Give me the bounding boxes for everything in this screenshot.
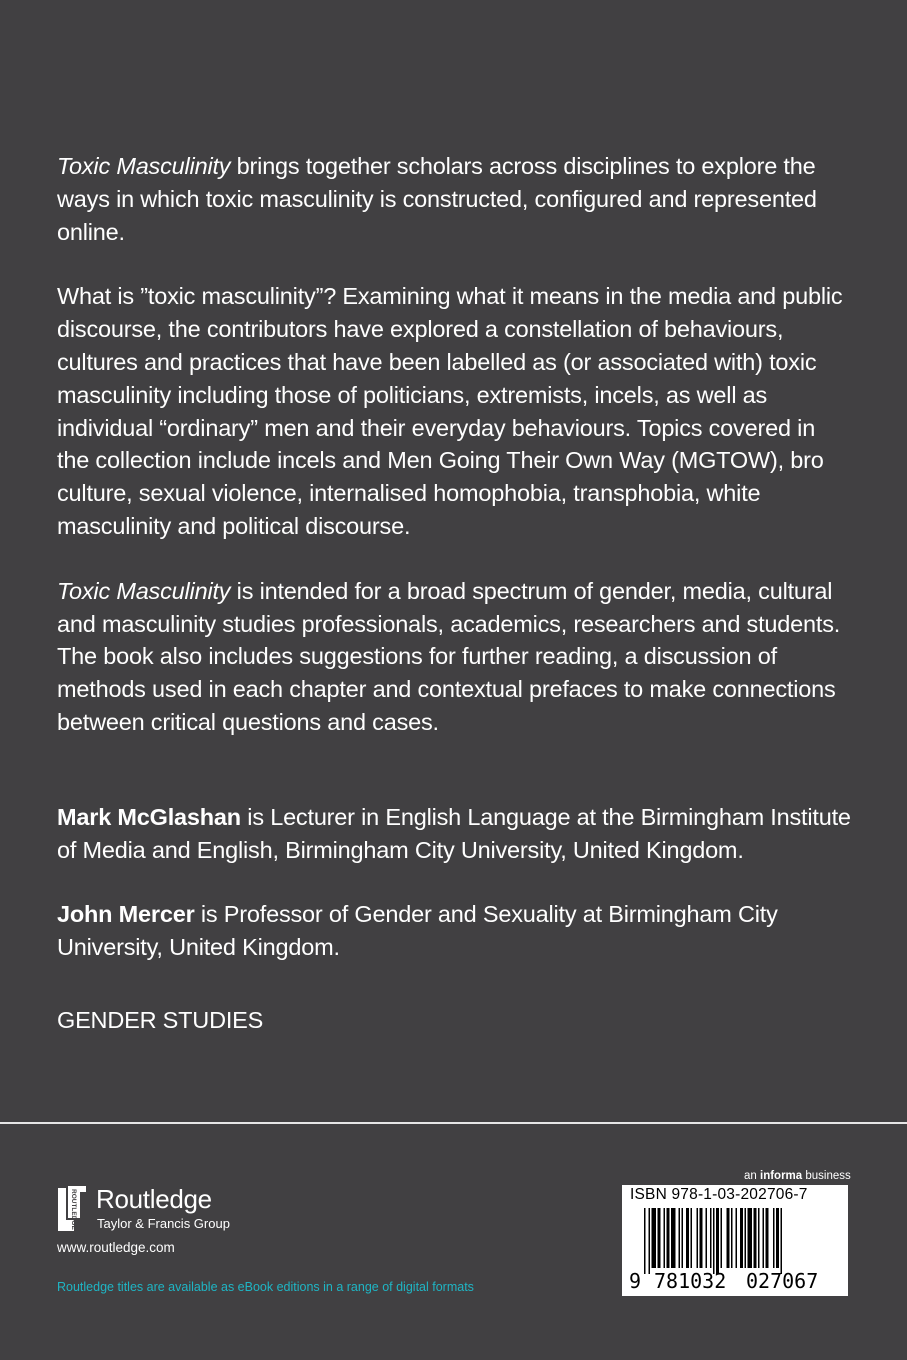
bio-name: Mark McGlashan <box>57 803 241 830</box>
bio-text: is Lecturer in English Language at the Birmingham Institute of Media and English, Birmingham City University, United Kingdom. <box>57 803 851 863</box>
bio-mark-mcglashan <box>57 801 852 867</box>
barcode-bar <box>691 1208 693 1268</box>
barcode-bar <box>679 1208 681 1268</box>
barcode-digit-group-1: 781032 <box>654 1269 727 1293</box>
back-cover-text <box>57 150 852 1037</box>
description-paragraph-2: What is ”toxic masculinity”? Examining what it means in the media and public discourse, the contributors have explored a constellation of behaviours, cultures and practices that have been labelled as (or associated with) toxic masculinity including those of politicians, extremists, incels, as well as individual “ordinary” men and their everyday behaviours. Topics covered in the collection include incels and Men Going Their Own Way (MGTOW), bro culture, sexual violence, internalised homophobia, transphobia, white masculinity and political discourse. <box>57 283 843 539</box>
barcode-bar <box>644 1208 646 1274</box>
barcode-bar <box>727 1208 730 1268</box>
bio-john-mercer <box>57 898 852 964</box>
ebook-note: Routledge titles are available as eBook editions in a range of digital formats <box>57 1280 474 1294</box>
barcode-digit-first: 9 <box>629 1269 642 1293</box>
barcode-bar <box>658 1208 661 1268</box>
barcode-bar <box>721 1208 723 1268</box>
description-text: is intended for a broad spectrum of gender, media, cultural and masculinity studies professionals, academics, researchers and students. The book also includes suggestions for further reading, a discussion of methods used in each chapter and contextual prefaces to make connections between critical questions and cases. <box>57 577 841 735</box>
description-text: brings together scholars across disciplines to explore the ways in which toxic masculinity is constructed, configured and represented online. <box>57 153 817 245</box>
barcode-bar <box>776 1208 779 1268</box>
barcode-bar <box>652 1208 657 1268</box>
barcode-bar <box>710 1208 712 1268</box>
book-title-italic: Toxic Masculinity <box>57 577 231 604</box>
barcode-bar <box>706 1208 708 1268</box>
publisher-name: Routledge <box>96 1184 212 1214</box>
barcode-bar <box>731 1208 733 1268</box>
isbn-barcode <box>622 1185 848 1296</box>
barcode-bar <box>700 1208 703 1268</box>
barcode-bar <box>763 1208 765 1268</box>
logo-vertical-text: ROUTLEDGE <box>70 1189 77 1230</box>
barcode-bar <box>713 1208 715 1274</box>
barcode-bar <box>766 1208 769 1268</box>
barcode-bar <box>754 1208 757 1268</box>
bio-text: is Professor of Gender and Sexuality at Birmingham City University, United Kingdom. <box>57 901 778 961</box>
barcode-bar <box>664 1208 666 1268</box>
isbn-number: ISBN 978-1-03-202706-7 <box>630 1186 808 1203</box>
barcode-bars <box>622 1208 848 1274</box>
informa-business-label <box>744 1170 851 1182</box>
description-paragraph-3 <box>57 575 852 739</box>
barcode-bar <box>686 1208 689 1268</box>
barcode-bar <box>745 1208 747 1268</box>
description-paragraph-1 <box>57 150 852 248</box>
barcode-bar <box>781 1208 783 1274</box>
book-title-italic: Toxic Masculinity <box>57 153 231 179</box>
barcode-bar <box>716 1208 719 1274</box>
barcode-bar <box>748 1208 753 1268</box>
routledge-logo-icon <box>56 1184 90 1232</box>
barcode-bar <box>682 1208 684 1268</box>
subject-category: GENDER STUDIES <box>57 1006 264 1033</box>
barcode-bar <box>649 1208 651 1274</box>
barcode-digits <box>622 1269 848 1293</box>
publisher-url[interactable]: www.routledge.com <box>57 1240 175 1255</box>
publisher-group: Taylor & Francis Group <box>97 1216 230 1231</box>
barcode-bar <box>667 1208 670 1268</box>
footer-divider <box>0 1122 907 1124</box>
barcode-bar <box>740 1208 743 1268</box>
informa-suffix: business <box>802 1170 851 1182</box>
barcode-digit-group-2: 027067 <box>746 1269 819 1293</box>
informa-prefix: an <box>744 1170 760 1182</box>
barcode-bar <box>697 1208 699 1268</box>
barcode-bar <box>773 1208 775 1268</box>
informa-brand: informa <box>760 1170 803 1182</box>
barcode-bar <box>758 1208 760 1268</box>
barcode-bar <box>736 1208 738 1268</box>
editor-bios <box>57 801 852 964</box>
bio-name: John Mercer <box>57 901 195 928</box>
barcode-bar <box>671 1208 676 1268</box>
